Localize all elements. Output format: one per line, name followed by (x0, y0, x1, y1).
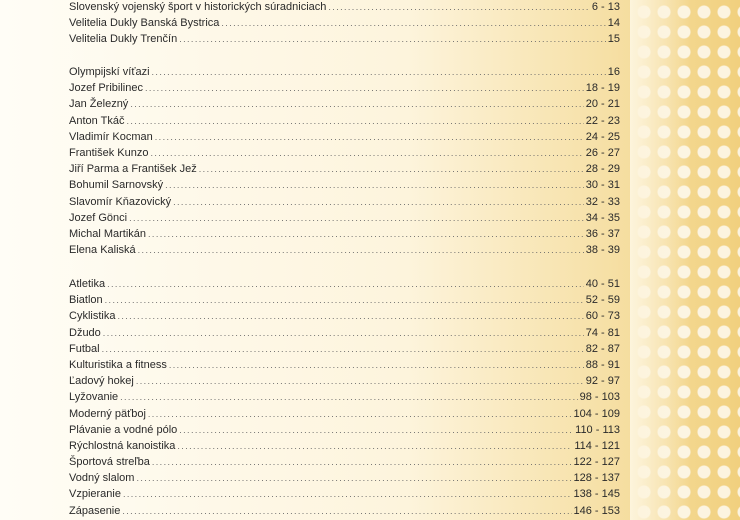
decorative-dot-pattern (630, 0, 740, 520)
toc-entry[interactable] (69, 389, 620, 405)
dot-leader (136, 470, 571, 486)
toc-entry-title: Športová streľba (69, 456, 150, 469)
toc-entry[interactable] (69, 406, 620, 422)
toc-entry[interactable] (69, 210, 620, 226)
toc-entry-page-number: 88 - 91 (585, 358, 620, 371)
toc-entry[interactable] (69, 308, 620, 324)
dot-leader (165, 177, 584, 193)
toc-entry-page-number: 6 - 13 (591, 1, 620, 13)
toc-entry[interactable] (69, 454, 620, 470)
toc-entry-page-number: 60 - 73 (585, 310, 620, 323)
toc-entry-title: Slovenský vojenský šport v historických súradniciach (69, 1, 327, 13)
toc-entry-title: Velitelia Dukly Banská Bystrica (69, 17, 220, 30)
toc-entry[interactable] (69, 96, 620, 112)
toc-entry-title: Anton Tkáč (69, 114, 125, 127)
toc-entry-page-number: 82 - 87 (585, 342, 620, 355)
dot-pattern-fade (630, 0, 740, 520)
toc-entry-page-number: 110 - 113 (575, 423, 620, 436)
toc-entry-title: Elena Kaliská (69, 244, 136, 257)
dot-leader (328, 0, 589, 15)
toc-entry[interactable] (69, 177, 620, 193)
toc-entry[interactable] (69, 486, 620, 502)
toc-entry-page-number: 92 - 97 (585, 375, 620, 388)
toc-entry-page-number: 14 (607, 17, 620, 30)
toc-entry-title: Kulturistika a fitness (69, 358, 167, 371)
toc-entry-title: Vzpieranie (69, 488, 121, 501)
toc-entry-title: Plávanie a vodné pólo (69, 423, 178, 436)
toc-entry-title: Jiří Parma a František Jež (69, 163, 197, 176)
dot-leader (179, 422, 573, 438)
dot-leader (199, 161, 584, 177)
dot-leader (120, 389, 578, 405)
toc-entry-page-number: 32 - 33 (585, 195, 620, 208)
toc-entry-page-number: 15 (607, 33, 620, 46)
toc-entry[interactable] (69, 145, 620, 161)
toc-entry-page-number: 40 - 51 (585, 278, 620, 290)
toc-entry[interactable] (69, 292, 620, 308)
dot-leader (221, 15, 605, 31)
toc-entry[interactable] (69, 242, 620, 258)
toc-entry-title: Bohumil Sarnovský (69, 179, 164, 192)
toc-section-history (69, 0, 620, 48)
toc-entry[interactable] (69, 80, 620, 96)
dot-leader (150, 145, 583, 161)
toc-entry-title: Moderný päťboj (69, 407, 146, 420)
toc-entry[interactable] (69, 129, 620, 145)
dot-leader (102, 341, 584, 357)
toc-entry-title: Futbal (69, 342, 100, 355)
dot-leader (152, 64, 606, 80)
toc-entry-page-number: 52 - 59 (585, 294, 620, 307)
toc-entry[interactable] (69, 64, 620, 80)
toc-entry[interactable] (69, 15, 620, 31)
toc-entry-page-number: 16 (607, 66, 620, 78)
toc-entry[interactable] (69, 373, 620, 389)
toc-entry-page-number: 98 - 103 (579, 391, 620, 404)
toc-entry-title: František Kunzo (69, 146, 149, 159)
dot-leader (177, 438, 572, 454)
toc-entry-title: Rýchlostná kanoistika (69, 439, 176, 452)
dot-leader (105, 292, 584, 308)
toc-entry[interactable] (69, 438, 620, 454)
dot-leader (148, 406, 572, 422)
toc-entry[interactable] (69, 341, 620, 357)
toc-entry-page-number: 24 - 25 (585, 130, 620, 143)
toc-entry-title: Atletika (69, 278, 106, 290)
toc-entry-title: Zápasenie (69, 504, 121, 517)
toc-entry-title: Vodný slalom (69, 472, 135, 485)
toc-entry[interactable] (69, 422, 620, 438)
toc-entry-title: Lyžovanie (69, 391, 119, 404)
toc-entry[interactable] (69, 276, 620, 292)
toc-entry[interactable] (69, 226, 620, 242)
toc-entry[interactable] (69, 113, 620, 129)
toc-entry[interactable] (69, 357, 620, 373)
dot-leader (148, 226, 584, 242)
dot-leader (169, 357, 584, 373)
toc-entry-title: Velitelia Dukly Trenčín (69, 33, 178, 46)
toc-section-olympic-winners (69, 64, 620, 258)
dot-leader (130, 96, 583, 112)
toc-entry[interactable] (69, 31, 620, 47)
toc-entry-title: Slavomír Kňazovický (69, 195, 172, 208)
dot-leader (107, 276, 584, 292)
toc-entry-page-number: 104 - 109 (573, 407, 620, 420)
toc-entry-title: Ľadový hokej (69, 375, 134, 388)
toc-entry-page-number: 146 - 153 (573, 504, 620, 517)
toc-entry-title: Cyklistika (69, 310, 116, 323)
toc-entry-page-number: 20 - 21 (585, 98, 620, 111)
toc-entry-page-number: 26 - 27 (585, 146, 620, 159)
toc-entry-page-number: 128 - 137 (573, 472, 620, 485)
toc-entry-title: Olympijskí víťazi (69, 66, 150, 78)
toc-entry-page-number: 122 - 127 (573, 456, 620, 469)
toc-entry[interactable] (69, 325, 620, 341)
toc-entry-page-number: 22 - 23 (585, 114, 620, 127)
toc-entry-page-number: 138 - 145 (573, 488, 620, 501)
toc-entry[interactable] (69, 0, 620, 15)
toc-entry-page-number: 36 - 37 (585, 227, 620, 240)
dot-leader (123, 486, 572, 502)
toc-entry-page-number: 30 - 31 (585, 179, 620, 192)
toc-entry-title: Jozef Pribilinec (69, 82, 143, 95)
dot-leader (122, 503, 571, 519)
dot-leader (138, 242, 584, 258)
toc-entry[interactable] (69, 503, 620, 519)
toc-entry-title: Vladimír Kocman (69, 130, 153, 143)
toc-entry-page-number: 28 - 29 (585, 163, 620, 176)
toc-entry-title: Jan Železný (69, 98, 129, 111)
toc-entry-title: Džudo (69, 326, 101, 339)
dot-leader (152, 454, 572, 470)
dot-leader (145, 80, 584, 96)
dot-leader (179, 31, 606, 47)
toc-entry[interactable] (69, 194, 620, 210)
dot-leader (136, 373, 584, 389)
toc-entry-page-number: 114 - 121 (574, 439, 620, 452)
toc-entry-title: Biatlon (69, 294, 103, 307)
dot-leader (126, 113, 583, 129)
dot-leader (155, 129, 584, 145)
toc-entry-page-number: 38 - 39 (585, 244, 620, 257)
toc-entry-page-number: 34 - 35 (585, 211, 620, 224)
dot-leader (117, 308, 583, 324)
toc-entry[interactable] (69, 161, 620, 177)
toc-entry[interactable] (69, 470, 620, 486)
toc-entry-page-number: 18 - 19 (585, 82, 620, 95)
toc-section-sports (69, 276, 620, 519)
dot-leader (129, 210, 584, 226)
toc-entry-page-number: 74 - 81 (585, 326, 620, 339)
toc-entry-title: Jozef Gönci (69, 211, 128, 224)
dot-leader (173, 194, 584, 210)
dot-leader (103, 325, 584, 341)
toc-entry-title: Michal Martikán (69, 227, 147, 240)
